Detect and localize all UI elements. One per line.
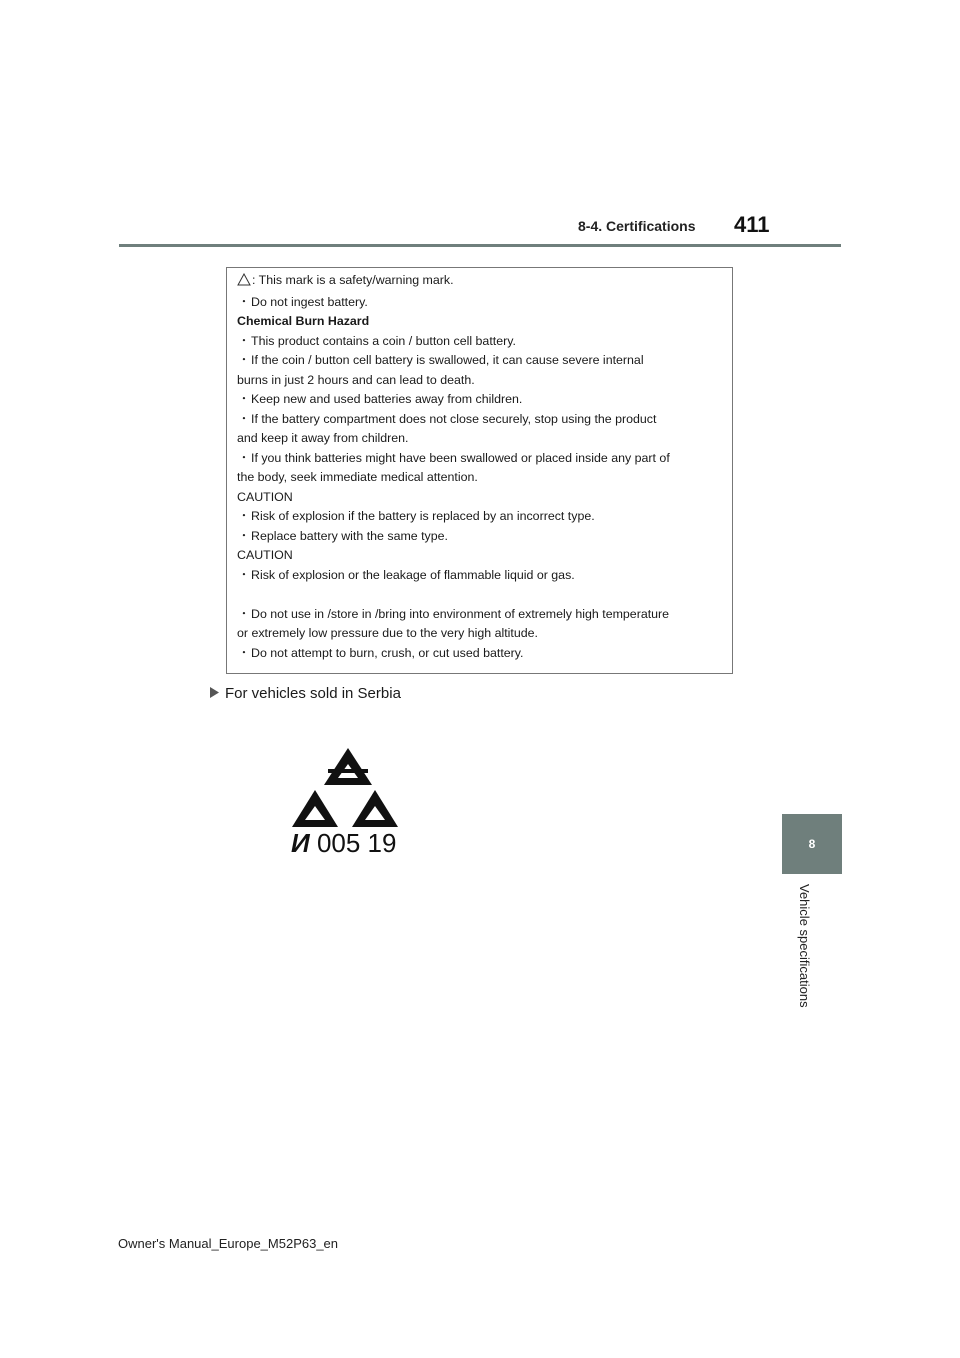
- warning-line-text: Chemical Burn Hazard: [237, 314, 370, 328]
- warning-line-text: This product contains a coin / button cell battery.: [251, 333, 516, 348]
- bullet-dot: ・: [237, 353, 251, 367]
- page-number: 411: [734, 212, 770, 237]
- warning-line-text: CAUTION: [237, 489, 293, 504]
- warning-line-text: and keep it away from children.: [237, 431, 409, 445]
- warning-line-text: burns in just 2 hours and can lead to death.: [237, 372, 475, 387]
- bullet-dot: ・: [237, 567, 251, 582]
- header-divider: [119, 244, 841, 247]
- bullet-dot: ・: [237, 450, 251, 465]
- battery-warning-box: [226, 267, 733, 674]
- bullet-dot: ・: [237, 411, 251, 426]
- bullet-dot: ・: [237, 606, 251, 621]
- warning-line-text: Replace battery with the same type.: [251, 528, 448, 543]
- warning-line-text: the body, seek immediate medical attention.: [237, 470, 478, 484]
- bullet-dot: ・: [237, 392, 251, 406]
- chapter-number: 8: [808, 837, 816, 851]
- certification-code: [291, 828, 396, 859]
- warning-line: [237, 410, 722, 430]
- warning-line-text: Do not use in /store in /bring into environment of extremely high temperature: [251, 606, 670, 621]
- warning-line: [237, 390, 722, 410]
- warning-line: [237, 468, 722, 488]
- triangle-arrow-icon: [210, 685, 219, 702]
- bullet-dot: ・: [237, 509, 251, 523]
- warning-line-text: If you think batteries might have been swallowed or placed inside any part of: [251, 450, 670, 465]
- warning-triangle-icon: [237, 273, 251, 293]
- warning-line-text: Keep new and used batteries away from children.: [251, 392, 523, 406]
- section-title: 8-4. Certifications: [578, 218, 696, 234]
- bullet-dot: ・: [237, 528, 251, 543]
- chapter-label: Vehicle specifications: [797, 884, 812, 1008]
- subheading-text: For vehicles sold in Serbia: [225, 685, 401, 702]
- warning-line-text: Risk of explosion if the battery is replaced by an incorrect type.: [251, 509, 595, 523]
- warning-line-text: or extremely low pressure due to the very high altitude.: [237, 626, 538, 640]
- warning-line-text: CAUTION: [237, 548, 293, 562]
- warning-line: [237, 449, 722, 469]
- warning-line: [237, 312, 722, 332]
- bullet-dot: ・: [237, 645, 251, 660]
- warning-line: [237, 546, 722, 566]
- warning-line-text: If the battery compartment does not close securely, stop using the product: [251, 411, 657, 426]
- warning-line: [237, 429, 722, 449]
- warning-line: [237, 332, 722, 352]
- warning-line: [237, 293, 722, 313]
- warning-line-text: : This mark is a safety/warning mark.: [252, 273, 454, 287]
- bullet-dot: ・: [237, 294, 251, 309]
- warning-line: [237, 527, 722, 547]
- warning-line: [237, 507, 722, 527]
- warning-line: [237, 271, 722, 293]
- warning-line: [237, 605, 722, 625]
- warning-line: [237, 371, 722, 391]
- warning-line: [237, 624, 722, 644]
- warning-line: [237, 644, 722, 664]
- warning-line: [237, 488, 722, 508]
- chapter-tab: [782, 814, 842, 874]
- document-id: Owner's Manual_Europe_M52P63_en: [118, 1236, 339, 1251]
- warning-line: [237, 585, 722, 605]
- serbia-subheading: [210, 685, 401, 702]
- warning-line: [237, 351, 722, 371]
- warning-line-text: Risk of explosion or the leakage of flammable liquid or gas.: [251, 567, 575, 582]
- warning-line-text: Do not ingest battery.: [251, 294, 368, 309]
- bullet-dot: ・: [237, 333, 251, 348]
- warning-line: [237, 566, 722, 586]
- warning-line-text: Do not attempt to burn, crush, or cut used battery.: [251, 645, 524, 660]
- warning-line-text: If the coin / button cell battery is swallowed, it can cause severe internal: [251, 353, 644, 367]
- certification-number: 005 19: [316, 828, 397, 858]
- certification-prefix: И: [291, 828, 310, 858]
